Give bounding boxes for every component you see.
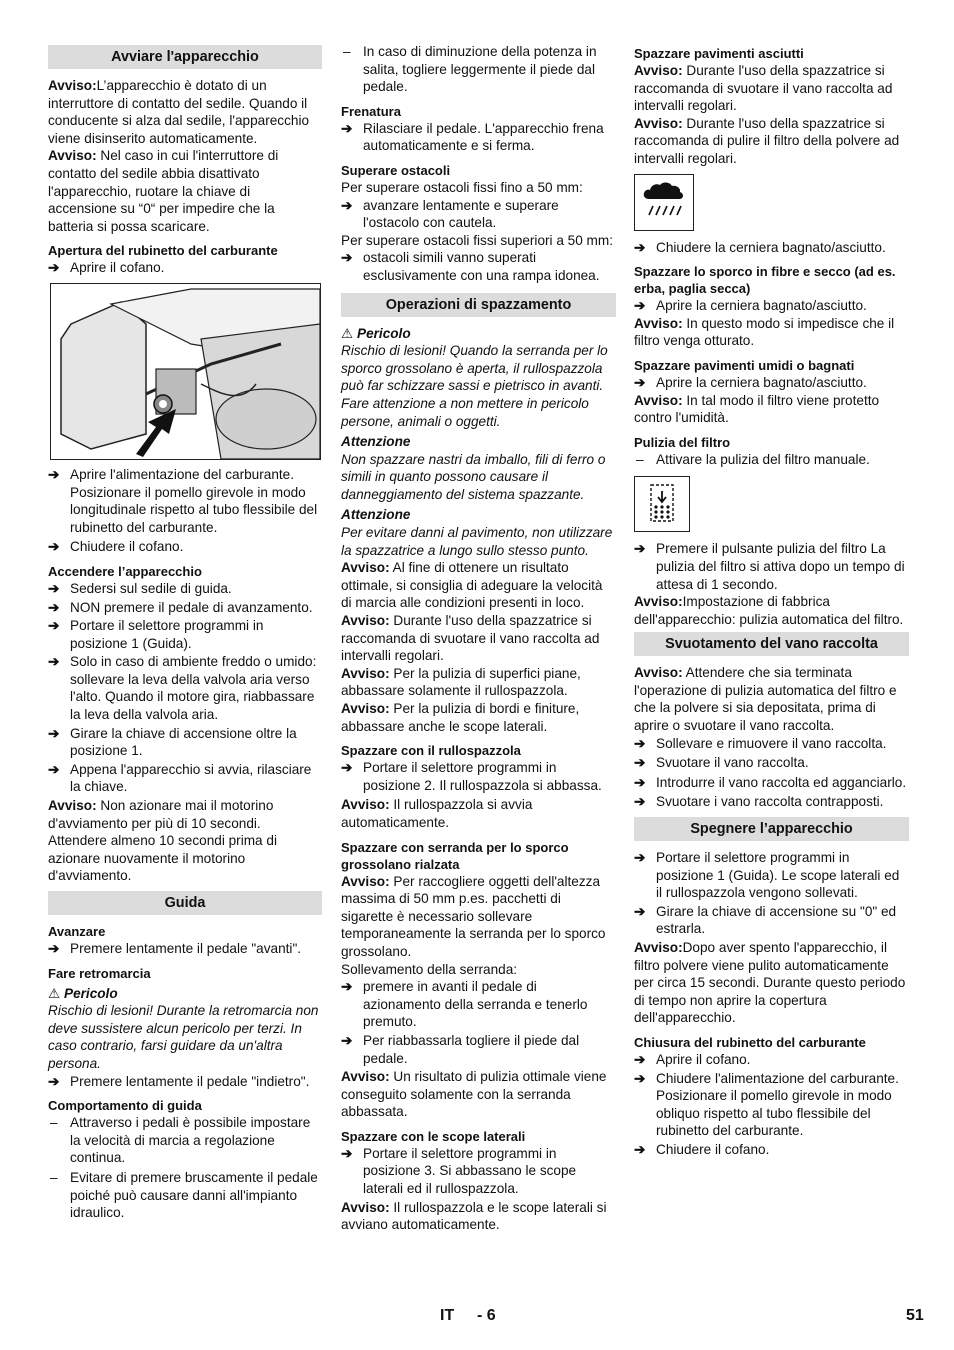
footer-page-number: 51 — [906, 1307, 924, 1324]
step-item: ➔ Portare il selettore programmi in posizione 1 (Guida). — [48, 618, 264, 651]
step-item: ➔ NON premere il pedale di avanzamento. — [48, 599, 313, 615]
arrow-icon: ➔ — [634, 755, 646, 771]
arrow-icon: ➔ — [634, 735, 646, 751]
subheading-accendere: Accendere l’apparecchio — [48, 563, 202, 579]
step-item: ➔ Aprire la cerniera bagnato/asciutto. — [634, 298, 867, 314]
notice-paragraph: Avviso: Per raccogliere oggetti dell'altezza massima di 50 mm p.es. pacchetti di sigarette è necessario sollevare temporaneamente la serranda per lo sporco grossolano. — [341, 873, 606, 959]
footer-language: IT — [440, 1307, 455, 1324]
subheading-retromarcia: Fare retromarcia — [48, 965, 151, 981]
step-item: ➔ avanzare lentamente e superare l'ostacolo con cautela. — [341, 197, 559, 231]
step-item: ➔ Sedersi sul sedile di guida. — [48, 580, 232, 596]
step-item: ➔ Introdurre il vano raccolta ed agganciarlo. — [634, 774, 907, 790]
arrow-icon: ➔ — [634, 1051, 646, 1067]
arrow-icon: ➔ — [634, 903, 646, 919]
list-item: – In caso di diminuzione della potenza in salita, togliere leggermente il piede dal pedale. — [343, 44, 597, 95]
notice-paragraph: Avviso: Durante l'uso della spazzatrice si raccomanda di svuotare il vano raccolta ad intervalli regolari. — [341, 613, 600, 664]
step-item: ➔ Appena l'apparecchio si avvia, rilasciare la chiave. — [48, 761, 312, 795]
notice-paragraph: Avviso:L’apparecchio è dotato di un interruttore di contatto del sedile. Quando il conducente si alza dal sedile, l'apparecchio viene disinserito automaticamente. — [48, 78, 310, 146]
step-item: ➔ premere in avanti il pedale di azionamento della serranda e tenerlo premuto. — [341, 979, 588, 1030]
engine-illustration-icon — [51, 284, 320, 459]
step-item: ➔ Svuotare i vano raccolta contrapposti. — [634, 794, 884, 810]
caution-text: Non spazzare nastri da imballo, fili di ferro o simili in quanto possono causare il danneggiamento del sistema spazzante. — [341, 451, 606, 502]
subheading-pulizia: Pulizia del filtro — [634, 434, 731, 450]
step-item: ➔ Portare il selettore programmi in posizione 2. Il rullospazzola si abbassa. — [341, 760, 602, 793]
step-item: ➔ Portare il selettore programmi in posizione 3. Si abbassano le scope laterali ed il rullospazzola. — [341, 1145, 577, 1197]
arrow-icon: ➔ — [341, 760, 353, 776]
notice-paragraph: Avviso: Attendere che sia terminata l'operazione di pulizia automatica del filtro e che la polvere si sia depositata, prima di aprire o svuotare il vano raccolta. — [634, 665, 897, 734]
subheading-serranda: Spazzare con serranda per lo sporco grossolano rialzata — [341, 839, 569, 872]
notice-paragraph: Avviso: Nel caso in cui l'interruttore di contatto del sedile abbia disattivato l'apparecchio, ruotare la chiave di accensione su “0“ per impedire che la batteria si possa scaricare. — [48, 148, 279, 234]
section-title-svuotamento: Svuotamento del vano raccolta — [634, 632, 909, 656]
notice-paragraph: Avviso: Per la pulizia di bordi e finiture, abbassare anche le scope laterali. — [341, 701, 580, 734]
step-item: ➔ Aprire il cofano. — [48, 260, 165, 276]
arrow-icon: ➔ — [634, 774, 646, 790]
notice-paragraph: Avviso: Per la pulizia di superfici piane, abbassare solamente il rullospazzola. — [341, 665, 581, 699]
notice-paragraph: Avviso: Il rullospazzola e le scope laterali si avviano automaticamente. — [341, 1199, 607, 1233]
arrow-icon: ➔ — [634, 1141, 646, 1157]
footer-section-page: - 6 — [477, 1307, 496, 1324]
step-item: ➔ Sollevare e rimuovere il vano raccolta. — [634, 735, 887, 751]
paragraph: Sollevamento della serranda: — [341, 961, 518, 977]
warning-triangle-icon: ⚠ — [341, 325, 354, 341]
arrow-icon: ➔ — [48, 725, 60, 741]
arrow-icon: ➔ — [48, 539, 60, 555]
step-item: ➔ Chiudere il cofano. — [634, 1141, 770, 1157]
step-item: ➔ Rilasciare il pedale. L'apparecchio frena automaticamente e si ferma. — [341, 120, 604, 154]
step-item: ➔ Chiudere la cerniera bagnato/asciutto. — [634, 239, 886, 255]
danger-heading: ⚠ Pericolo — [341, 325, 411, 341]
column-2 — [341, 43, 616, 1234]
arrow-icon: ➔ — [341, 1145, 353, 1161]
subheading-avanzare: Avanzare — [48, 924, 106, 939]
list-item: – Attivare la pulizia del filtro manuale. — [636, 451, 870, 467]
notice-paragraph: Avviso: Al fine di ottenere un risultato ottimale, si consiglia di adeguare la velocità di marcia alle condizioni presenti in loco. — [341, 560, 603, 611]
step-item: ➔ Aprire il cofano. — [634, 1051, 751, 1067]
notice-paragraph: Avviso:Impostazione di fabbrica dell'apparecchio: pulizia automatica del filtro. — [634, 594, 904, 627]
step-item: ➔ Svuotare il vano raccolta. — [634, 755, 809, 771]
paragraph: Per superare ostacoli fissi fino a 50 mm: — [341, 179, 583, 195]
step-item: ➔ Girare la chiave di accensione oltre la posizione 1. — [48, 725, 297, 759]
section-title-avviare: Avviare l'apparecchio — [48, 45, 322, 69]
arrow-icon: ➔ — [634, 374, 646, 390]
danger-text: Rischio di lesioni! Durante la retromarcia non deve sussistere alcun pericolo per terzi. In caso contrario, farsi guidare da un'altra persona. — [48, 1003, 319, 1071]
warning-triangle-icon: ⚠ — [48, 985, 61, 1001]
arrow-icon: ➔ — [48, 654, 60, 670]
subheading-umidi: Spazzare pavimenti umidi o bagnati — [634, 357, 855, 373]
arrow-icon: ➔ — [48, 580, 60, 596]
arrow-icon: ➔ — [634, 794, 646, 810]
step-item: ➔ Premere il pulsante pulizia del filtro La pulizia del filtro si attiva dopo un tempo di attesa di 1 secondo. — [634, 541, 905, 592]
arrow-icon: ➔ — [341, 120, 353, 136]
caution-heading: Attenzione — [341, 434, 411, 450]
arrow-icon: ➔ — [48, 761, 60, 777]
arrow-icon: ➔ — [341, 979, 353, 995]
step-item: ➔ Aprire la cerniera bagnato/asciutto. — [634, 374, 867, 390]
subheading-fibre: Spazzare lo sporco in fibre e secco (ad es. erba, paglia secca) — [634, 264, 896, 297]
arrow-icon: ➔ — [48, 599, 60, 615]
step-item: ➔ ostacoli simili vanno superati esclusivamente con una rampa idonea. — [341, 250, 600, 283]
subheading-comportamento: Comportamento di guida — [48, 1098, 202, 1114]
list-item: – Attraverso i pedali è possibile impostare la velocità di marcia a regolazione continua. — [50, 1115, 311, 1166]
subheading-ostacoli: Superare ostacoli — [341, 162, 451, 178]
subheading-scope: Spazzare con le scope laterali — [341, 1128, 526, 1144]
subheading-chiusura: Chiusura del rubinetto del carburante — [634, 1034, 866, 1050]
step-item: ➔ Per riabbassarla togliere il piede dal pedale. — [341, 1032, 580, 1066]
step-item: ➔ Chiudere il cofano. — [48, 539, 184, 555]
caution-text: Per evitare danni al pavimento, non utilizzare la spazzatrice a lungo sullo stesso punto. — [341, 525, 613, 558]
arrow-icon: ➔ — [48, 1073, 60, 1089]
step-item: ➔ Solo in caso di ambiente freddo o umido: sollevare la leva della valvola aria verso l'alto. Quando il motore gira, riabbassare la leva della valvola aria. — [48, 654, 317, 723]
column-1 — [48, 43, 322, 1222]
notice-paragraph: Avviso: Non azionare mai il motorino d'avviamento per più di 10 secondi. Attendere almeno 10 secondi prima di azionare nuovamente il motorino d'avviamento. — [48, 798, 277, 884]
danger-heading: ⚠ Pericolo — [48, 985, 118, 1001]
arrow-icon: ➔ — [634, 298, 646, 314]
step-item: ➔ Premere lentamente il pedale "avanti". — [48, 941, 302, 956]
danger-text: Rischio di lesioni! Quando la serranda per lo sporco grossolano è aperta, il rullospazzola può far schizzare sassi e pietrisco in avanti. Fare attenzione a non mettere in pericolo persone, animali o oggetti. — [341, 343, 608, 429]
step-item: ➔ Chiudere l'alimentazione del carburante. Posizionare il pomello girevole in modo obliquo rispetto al tubo flessibile del rubinetto del carburante. — [634, 1070, 899, 1139]
arrow-icon: ➔ — [48, 941, 60, 956]
arrow-icon: ➔ — [48, 466, 60, 482]
section-title-spazzamento: Operazioni di spazzamento — [341, 293, 616, 317]
arrow-icon: ➔ — [48, 618, 60, 634]
section-title-spegnere: Spegnere l’apparecchio — [634, 817, 909, 841]
notice-paragraph: Avviso: Un risultato di pulizia ottimale viene conseguito solamente con la serranda abbassata. — [341, 1069, 607, 1120]
step-item: ➔ Aprire l'alimentazione del carburante. Posizionare il pomello girevole in modo longitudinale rispetto al tubo flessibile del rubinetto del carburante. — [48, 466, 318, 535]
subheading-asciutti: Spazzare pavimenti asciutti — [634, 46, 804, 61]
arrow-icon: ➔ — [341, 250, 353, 266]
caution-heading: Attenzione — [341, 507, 411, 523]
arrow-icon: ➔ — [634, 1070, 646, 1086]
column-3 — [634, 43, 909, 1159]
subheading-frenatura: Frenatura — [341, 103, 401, 119]
notice-paragraph: Avviso: Il rullospazzola si avvia automaticamente. — [341, 797, 533, 830]
arrow-icon: ➔ — [48, 260, 60, 276]
arrow-icon: ➔ — [634, 850, 646, 866]
arrow-icon: ➔ — [634, 239, 646, 255]
notice-paragraph: Avviso: In tal modo il filtro viene protetto contro l'umidità. — [634, 392, 880, 426]
arrow-icon: ➔ — [341, 1032, 353, 1048]
notice-paragraph: Avviso:Dopo aver spento l'apparecchio, il filtro polvere viene pulito automaticamente per circa 15 secondi. Durante questo periodo di tempo non aprire la copertura dell'apparecchio. — [634, 940, 906, 1026]
arrow-icon: ➔ — [341, 197, 353, 213]
section-title-guida: Guida — [48, 891, 322, 915]
fuel-tap-photo — [50, 283, 321, 460]
arrow-icon: ➔ — [634, 541, 646, 557]
list-item: – Evitare di premere bruscamente il pedale poiché può causare danni all'impianto idraulico. — [50, 1169, 318, 1221]
notice-paragraph: Avviso: Durante l'uso della spazzatrice si raccomanda di pulire il filtro della polvere ad intervalli regolari. — [634, 115, 900, 166]
dry-weather-icon — [634, 174, 694, 231]
notice-paragraph: Avviso: Durante l'uso della spazzatrice si raccomanda di svuotare il vano raccolta ad intervalli regolari. — [634, 63, 893, 114]
subheading-apertura: Apertura del rubinetto del carburante — [48, 243, 278, 259]
paragraph: Per superare ostacoli fissi superiori a 50 mm: — [341, 232, 613, 248]
notice-paragraph: Avviso: In questo modo si impedisce che il filtro venga otturato. — [634, 315, 895, 349]
subheading-rullospazzola: Spazzare con il rullospazzola — [341, 743, 521, 759]
step-item: ➔ Premere lentamente il pedale "indietro". — [48, 1073, 310, 1089]
step-item: ➔ Girare la chiave di accensione su "0" ed estrarla. — [634, 903, 897, 937]
filter-cleaning-icon — [634, 476, 690, 532]
step-item: ➔ Portare il selettore programmi in posizione 1 (Guida). Le scope laterali ed il rullospazzola vengono sollevati. — [634, 850, 900, 901]
